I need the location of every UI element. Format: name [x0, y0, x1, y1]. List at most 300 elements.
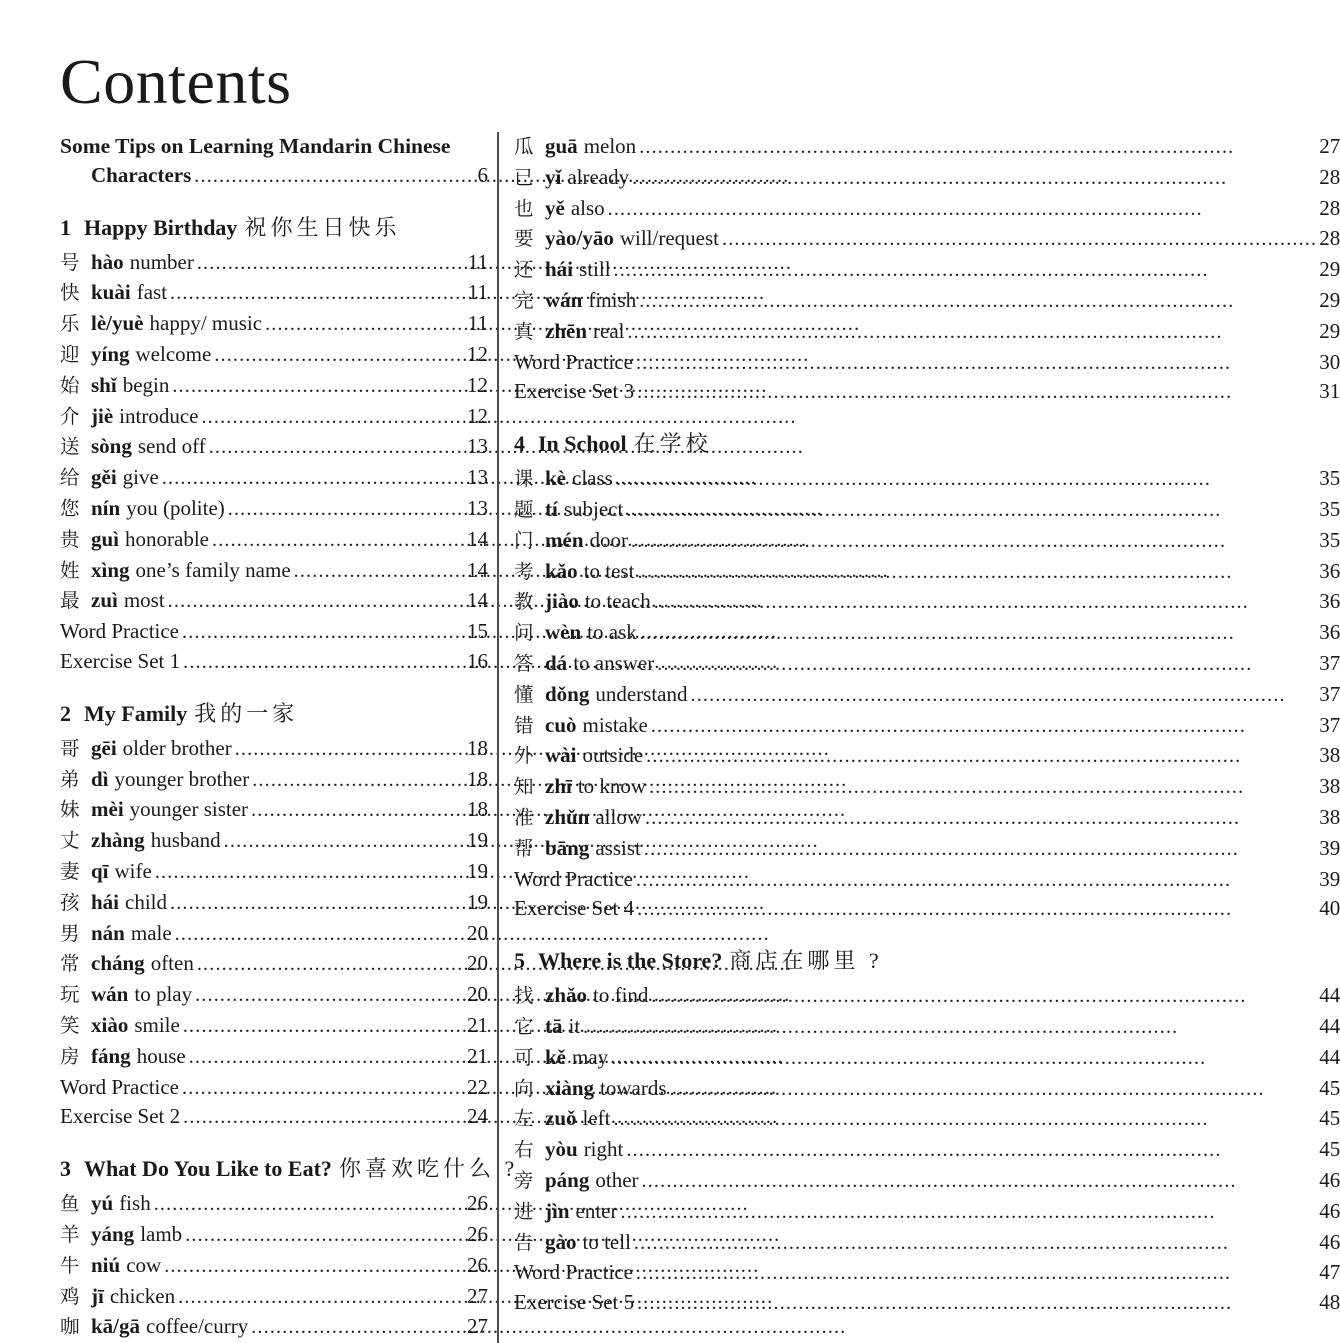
toc-label: Exercise Set 3 [514, 379, 635, 404]
dot-leader [637, 1288, 1317, 1318]
dot-leader [608, 194, 1318, 224]
dot-leader [214, 340, 465, 370]
english-gloss: left [582, 1106, 611, 1131]
english-gloss: chicken [109, 1283, 176, 1308]
dot-leader [183, 1102, 465, 1132]
pinyin-text: dá [545, 650, 568, 675]
toc-entry [514, 317, 1340, 348]
right-column [497, 132, 1340, 1343]
hanzi-character: 哥 [60, 738, 80, 760]
hanzi-character: 迎 [60, 344, 80, 366]
section-title-english: In School [538, 431, 627, 457]
hanzi-character: 乐 [60, 314, 80, 336]
toc-entry [514, 194, 1340, 225]
page-number: 16 [467, 648, 488, 673]
toc-entry [514, 526, 1340, 557]
toc-entry [514, 377, 1340, 407]
toc-entry [60, 795, 488, 826]
pinyin-text: xiào [91, 1012, 129, 1037]
dot-leader [197, 949, 465, 979]
toc-entry [60, 463, 488, 494]
toc-entry [60, 586, 488, 617]
page-number: 37 [1319, 650, 1340, 675]
english-gloss: subject [563, 496, 624, 521]
page-number: 31 [1319, 379, 1340, 404]
hanzi-character: 准 [514, 807, 534, 829]
hanzi-character: 始 [60, 375, 80, 397]
toc-entry [514, 618, 1340, 649]
english-gloss: begin [122, 372, 170, 397]
toc-entry [514, 163, 1340, 194]
section-title-english: Where is the Store? [538, 948, 723, 974]
page-number: 14 [467, 526, 488, 551]
page-number: 29 [1319, 287, 1340, 312]
hanzi-character: 送 [60, 437, 80, 459]
toc-entry [514, 1166, 1340, 1197]
toc-entry [60, 494, 488, 525]
english-gloss: cow [126, 1252, 162, 1277]
toc-label: Exercise Set 5 [514, 1290, 635, 1315]
page-number: 48 [1319, 1290, 1340, 1315]
english-gloss: may [572, 1044, 609, 1069]
pinyin-text: tí [545, 496, 558, 521]
hanzi-character: 进 [514, 1201, 534, 1223]
english-gloss: real [593, 318, 625, 343]
hanzi-character: 常 [60, 954, 80, 976]
page-number: 38 [1319, 804, 1340, 829]
pinyin-text: tā [545, 1013, 563, 1038]
page-number: 27 [467, 1314, 488, 1339]
toc-entry [60, 919, 488, 950]
toc-entry [60, 647, 488, 677]
dot-leader [670, 1074, 1318, 1104]
toc-entry [514, 1197, 1340, 1228]
dot-leader [637, 894, 1317, 924]
hanzi-character: 旁 [514, 1170, 534, 1192]
english-gloss: introduce [119, 403, 199, 428]
toc-entry [514, 132, 1340, 163]
toc-entry [514, 741, 1340, 772]
english-gloss: younger brother [114, 766, 250, 791]
pinyin-text: jiào [545, 589, 579, 614]
english-gloss: send off [137, 434, 206, 459]
page-number: 11 [467, 249, 488, 274]
toc-entry [60, 765, 488, 796]
english-gloss: understand [595, 681, 688, 706]
english-gloss: often [150, 951, 194, 976]
dot-leader [175, 919, 465, 949]
dot-leader [182, 1073, 465, 1103]
toc-entry [60, 949, 488, 980]
page-number: 13 [467, 495, 488, 520]
dot-leader [209, 432, 465, 462]
toc-entry [60, 980, 488, 1011]
pinyin-text: zhēn [545, 318, 587, 343]
hanzi-character: 帮 [514, 838, 534, 860]
dot-leader [613, 1104, 1317, 1134]
page-title: Contents [60, 46, 292, 117]
pinyin-text: kuài [91, 280, 131, 305]
toc-entry [60, 857, 488, 888]
toc-entry [514, 255, 1340, 286]
english-gloss: it [568, 1013, 581, 1038]
page-number: 44 [1319, 1044, 1340, 1069]
dot-leader [201, 402, 465, 432]
toc-entry [514, 1012, 1340, 1043]
english-gloss: also [570, 195, 605, 220]
toc-entry [514, 286, 1340, 317]
page-number: 30 [1319, 349, 1340, 374]
toc-entry [514, 834, 1340, 865]
dot-leader [637, 557, 1317, 587]
english-gloss: to know [577, 774, 647, 799]
toc-entry [60, 402, 488, 433]
page-number: 27 [1319, 134, 1340, 158]
toc-label: Word Practice [60, 1074, 180, 1099]
left-column [60, 132, 519, 1343]
toc-entry [514, 1043, 1340, 1074]
dot-leader [646, 741, 1317, 771]
pinyin-text: dì [91, 766, 109, 791]
page-number: 12 [467, 341, 488, 366]
dot-leader [654, 587, 1317, 617]
pinyin-text: wèn [545, 620, 582, 645]
toc-label: Word Practice [514, 866, 634, 891]
hanzi-character: 要 [514, 229, 534, 251]
toc-entry [60, 1102, 488, 1132]
hanzi-character: 也 [514, 198, 534, 220]
section-title-chinese: 商店在哪里 ? [729, 948, 883, 974]
page-number: 20 [467, 951, 488, 976]
pinyin-text: nán [91, 920, 125, 945]
section-number: 5 [514, 948, 525, 974]
hanzi-character: 介 [60, 406, 80, 428]
english-gloss: towards [600, 1075, 667, 1100]
toc-entry [60, 1282, 488, 1313]
section-number: 2 [60, 700, 71, 726]
toc-entry [514, 649, 1340, 680]
pinyin-text: nín [91, 495, 121, 520]
page-number: 46 [1319, 1229, 1340, 1254]
section-heading [514, 947, 1340, 975]
hanzi-character: 可 [514, 1047, 534, 1069]
hanzi-character: 男 [60, 923, 80, 945]
page-number: 44 [1319, 983, 1340, 1008]
pinyin-text: gěi [91, 465, 117, 490]
page-number: 11 [467, 311, 488, 336]
dot-leader [178, 1282, 465, 1312]
english-gloss: door [589, 527, 628, 552]
dot-leader [640, 618, 1317, 648]
english-gloss: class [572, 466, 613, 491]
english-gloss: already [567, 164, 630, 189]
dot-leader [265, 309, 466, 339]
section-title-chinese: 祝你生日快乐 [244, 214, 401, 240]
pinyin-text: yú [91, 1191, 114, 1216]
dot-leader [183, 1011, 465, 1041]
hanzi-character: 左 [514, 1109, 534, 1131]
dot-leader [170, 278, 466, 308]
pinyin-text: yě [545, 195, 565, 220]
english-gloss: right [583, 1137, 624, 1162]
english-gloss: outside [582, 743, 644, 768]
section-title-english: My Family [84, 700, 188, 726]
english-gloss: fast [136, 280, 168, 305]
toc-entry [60, 432, 488, 463]
hanzi-character: 丈 [60, 831, 80, 853]
hanzi-character: 牛 [60, 1255, 80, 1277]
dot-leader [182, 617, 465, 647]
dot-leader [722, 224, 1317, 254]
page-number: 26 [467, 1191, 488, 1216]
pinyin-text: gào [545, 1229, 577, 1254]
english-gloss: give [122, 465, 159, 490]
hanzi-character: 贵 [60, 529, 80, 551]
toc-entry [60, 248, 488, 279]
dot-leader [651, 711, 1317, 741]
hanzi-character: 最 [60, 591, 80, 613]
hanzi-character: 错 [514, 715, 534, 737]
hanzi-character: 门 [514, 530, 534, 552]
toc-entry [514, 865, 1340, 895]
dot-leader [621, 1197, 1318, 1227]
toc-label: Word Practice [514, 1260, 634, 1285]
english-gloss: assist [595, 835, 641, 860]
dot-leader [636, 348, 1317, 378]
dot-leader [626, 1135, 1317, 1165]
toc-entry [514, 772, 1340, 803]
english-gloss: number [129, 249, 194, 274]
hanzi-character: 它 [514, 1016, 534, 1038]
english-gloss: mistake [582, 712, 648, 737]
pinyin-text: guì [91, 526, 120, 551]
english-gloss: older brother [122, 735, 232, 760]
english-gloss: smile [134, 1012, 180, 1037]
toc-entry [514, 1135, 1340, 1166]
hanzi-character: 还 [514, 260, 534, 282]
english-gloss: husband [150, 828, 221, 853]
page-number: 44 [1319, 1013, 1340, 1038]
hanzi-character: 号 [60, 252, 80, 274]
dot-leader [639, 286, 1317, 316]
pinyin-text: jī [91, 1283, 104, 1308]
page-number: 39 [1319, 866, 1340, 891]
page-number: 40 [1319, 896, 1340, 921]
toc-entry [60, 1011, 488, 1042]
english-gloss: to answer [573, 650, 655, 675]
page-number: 19 [467, 828, 488, 853]
section-heading [514, 430, 1340, 458]
dot-leader [626, 495, 1317, 525]
page-number: 22 [467, 1074, 488, 1099]
english-gloss: honorable [125, 526, 209, 551]
toc-entry [514, 680, 1340, 711]
dot-leader [197, 248, 466, 278]
pinyin-text: yòu [545, 1137, 578, 1162]
english-gloss: welcome [135, 341, 212, 366]
pinyin-text: lè/yuè [91, 311, 144, 336]
hanzi-character: 课 [514, 469, 534, 491]
english-gloss: to teach [584, 589, 651, 614]
pinyin-text: zhǔn [545, 804, 590, 829]
dot-leader [649, 772, 1317, 802]
pinyin-text: zhàng [91, 828, 145, 853]
page-number: 45 [1319, 1075, 1340, 1100]
section-title-english: What Do You Like to Eat? [84, 1156, 332, 1182]
dot-leader [185, 1220, 465, 1250]
toc-label: Word Practice [60, 619, 180, 644]
page-number: 6 [477, 162, 488, 187]
toc-entry [60, 1251, 488, 1282]
english-gloss: lamb [140, 1221, 183, 1246]
pinyin-text: cháng [91, 951, 145, 976]
section-title-chinese: 在学校 [633, 431, 712, 457]
english-gloss: child [125, 889, 168, 914]
english-gloss: finish [588, 287, 637, 312]
dot-leader [614, 255, 1318, 285]
page-number: 36 [1319, 589, 1340, 614]
toc-entry [514, 1228, 1340, 1259]
toc-entry [60, 617, 488, 647]
page-number: 39 [1319, 835, 1340, 860]
pinyin-text: qī [91, 858, 109, 883]
pinyin-text: yào/yāo [545, 226, 614, 251]
english-gloss: melon [583, 134, 637, 158]
toc-entry [514, 1104, 1340, 1135]
front-matter-label: Characters [91, 162, 192, 187]
hanzi-character: 考 [514, 561, 534, 583]
toc-entry [514, 495, 1340, 526]
dot-leader [212, 525, 465, 555]
page-number: 35 [1319, 466, 1340, 491]
page-number: 38 [1319, 774, 1340, 799]
pinyin-text: kè [545, 466, 566, 491]
page-number: 28 [1319, 226, 1340, 251]
pinyin-text: kě [545, 1044, 566, 1069]
pinyin-text: wài [545, 743, 577, 768]
hanzi-character: 房 [60, 1046, 80, 1068]
dot-leader [644, 834, 1317, 864]
english-gloss: wife [114, 858, 152, 883]
pinyin-text: zhǎo [545, 983, 587, 1008]
pinyin-text: xìng [91, 557, 130, 582]
english-gloss: male [130, 920, 172, 945]
pinyin-text: kā/gā [91, 1314, 141, 1339]
pinyin-text: zuì [91, 588, 118, 613]
hanzi-character: 已 [514, 167, 534, 189]
hanzi-character: 玩 [60, 985, 80, 1007]
toc-entry [514, 557, 1340, 588]
toc-label: Word Practice [514, 349, 634, 374]
page-number: 37 [1319, 712, 1340, 737]
section-number: 1 [60, 214, 71, 240]
pinyin-text: yǐ [545, 164, 562, 189]
hanzi-character: 姓 [60, 560, 80, 582]
pinyin-text: hái [545, 257, 574, 282]
dot-leader [224, 826, 465, 856]
hanzi-character: 找 [514, 986, 534, 1008]
hanzi-character: 懂 [514, 684, 534, 706]
toc-entry [514, 587, 1340, 618]
two-column-layout [60, 132, 1340, 1343]
left-column-sections [60, 214, 519, 1343]
dot-leader [251, 1312, 465, 1342]
toc-entry [60, 734, 488, 765]
english-gloss: other [595, 1167, 639, 1192]
pinyin-text: kǎo [545, 558, 578, 583]
hanzi-character: 真 [514, 321, 534, 343]
english-gloss: one’s family name [135, 557, 291, 582]
hanzi-character: 外 [514, 746, 534, 768]
dot-leader [164, 1251, 465, 1281]
page-number: 15 [467, 619, 488, 644]
toc-entry [60, 888, 488, 919]
english-gloss: to play [134, 982, 193, 1007]
hanzi-character: 向 [514, 1078, 534, 1100]
toc-entry [514, 711, 1340, 742]
page-number: 35 [1319, 496, 1340, 521]
pinyin-text: hái [91, 889, 120, 914]
toc-entry [60, 525, 488, 556]
dot-leader [189, 1042, 465, 1072]
hanzi-character: 快 [60, 283, 80, 305]
pinyin-text: mén [545, 527, 584, 552]
dot-leader [583, 1012, 1317, 1042]
dot-leader [636, 865, 1317, 895]
toc-entry [514, 1288, 1340, 1318]
dot-leader [616, 464, 1317, 494]
toc-label: Exercise Set 1 [60, 648, 181, 673]
toc-entry [514, 1258, 1340, 1288]
pinyin-text: dǒng [545, 681, 590, 706]
page-number: 47 [1319, 1260, 1340, 1285]
page-number: 21 [467, 1043, 488, 1068]
page-number: 20 [467, 982, 488, 1007]
page-number: 38 [1319, 743, 1340, 768]
page-number: 37 [1319, 681, 1340, 706]
dot-leader [251, 795, 465, 825]
section-heading [60, 1155, 519, 1183]
page-number: 24 [467, 1104, 488, 1129]
hanzi-character: 咖 [60, 1317, 80, 1339]
dot-leader [651, 981, 1317, 1011]
front-matter-title-line1: Some Tips on Learning Mandarin Chinese [60, 134, 451, 158]
page-number: 26 [467, 1221, 488, 1246]
hanzi-character: 告 [514, 1232, 534, 1254]
pinyin-text: shǐ [91, 372, 117, 397]
page-number: 35 [1319, 527, 1340, 552]
english-gloss: will/request [619, 226, 719, 251]
hanzi-character: 孩 [60, 892, 80, 914]
page-number: 29 [1319, 318, 1340, 343]
dot-leader [637, 377, 1317, 407]
page-number: 21 [467, 1012, 488, 1037]
pinyin-text: niú [91, 1252, 121, 1277]
page-number: 18 [467, 797, 488, 822]
hanzi-character: 答 [514, 653, 534, 675]
english-gloss: allow [595, 804, 643, 829]
section-heading [60, 214, 488, 242]
page-number: 46 [1319, 1167, 1340, 1192]
hanzi-character: 弟 [60, 769, 80, 791]
dot-leader [691, 680, 1318, 710]
pinyin-text: hào [91, 249, 124, 274]
dot-leader [168, 586, 465, 616]
dot-leader [642, 1166, 1318, 1196]
english-gloss: to ask [587, 620, 637, 645]
pinyin-text: xiàng [545, 1075, 595, 1100]
toc-label: Exercise Set 4 [514, 896, 635, 921]
